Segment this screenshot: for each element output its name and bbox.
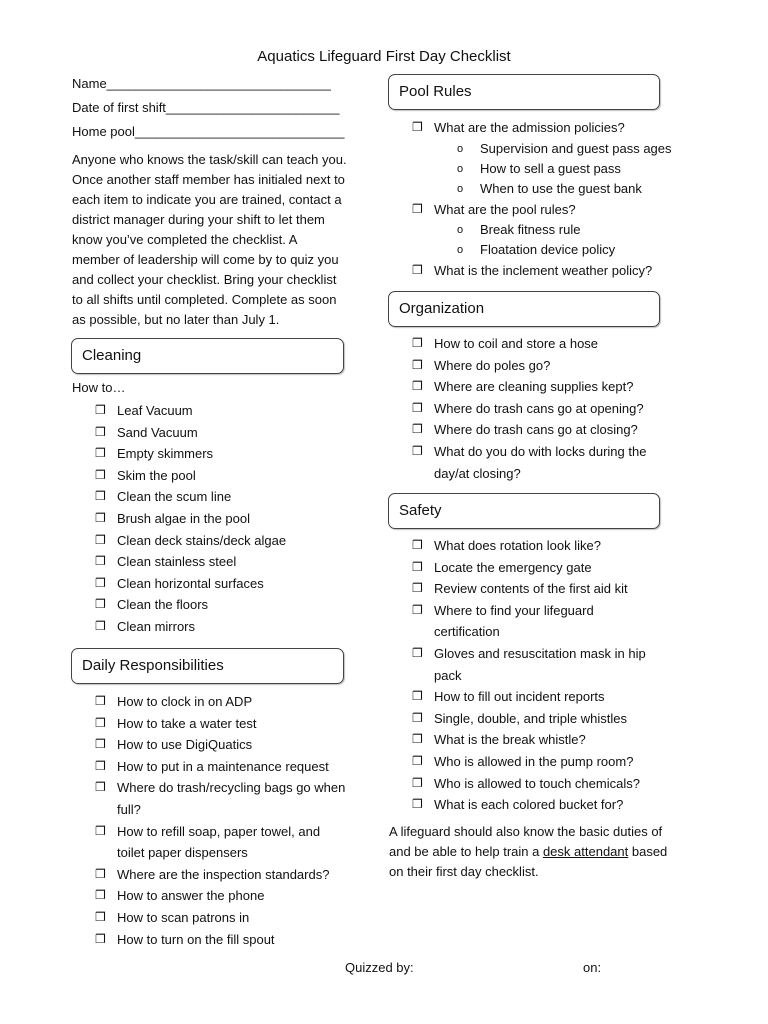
checkbox-icon: ❒ [412, 336, 423, 350]
sub-list [412, 139, 672, 199]
checklist-item [412, 199, 672, 261]
checklist-item-label: Where are the inspection standards? [117, 866, 330, 882]
checklist-item [412, 600, 650, 643]
quizzed-by-label: Quizzed by: [345, 960, 414, 975]
checklist-item-label: How to answer the phone [117, 888, 265, 904]
checklist-item-label: Sand Vacuum [117, 424, 198, 440]
checklist-item [95, 573, 345, 595]
checklist-item-label: How to clock in on ADP [117, 694, 253, 709]
pool-rules-checklist [412, 117, 672, 282]
checklist-item-label: What are the pool rules? [434, 201, 576, 217]
checklist-item [95, 821, 347, 864]
checklist-item [412, 441, 657, 484]
checklist-item-label: What are the admission policies? [434, 120, 625, 135]
intro-paragraph: Anyone who knows the task/skill can teach you. Once another staff member has initialed next to each item to indicate you are trained, contact a district manager during your shift to let them know you’ve completed the checklist. A member of leadership will come by to quiz you and collect your checklist. Bring your checklist to all shifts until completed. Complete as soon as possible, but no later than July 1. [72, 152, 347, 327]
checklist-item-label: How to refill soap, paper towel, and toilet paper dispensers [117, 823, 321, 861]
checklist-item-label: How to coil and store a hose [434, 336, 599, 351]
desk-attendant-link: desk attendant [542, 844, 629, 859]
checklist-item-label: What is the break whistle? [434, 732, 586, 748]
bullet-circle-icon: o [457, 224, 464, 237]
checkbox-icon: ❒ [95, 575, 106, 590]
checklist-item-label: Where do trash cans go at closing? [434, 422, 638, 438]
bullet-circle-icon: o [457, 244, 464, 257]
checklist-item-label: How to use DigiQuatics [117, 737, 253, 753]
checklist-item [95, 400, 345, 422]
checklist-item [95, 907, 347, 929]
checklist-item-label: How to scan patrons in [117, 909, 250, 925]
checklist-item-label: Who is allowed in the pump room? [434, 753, 634, 769]
checklist-item [412, 729, 650, 751]
checkbox-icon: ❒ [95, 489, 106, 504]
checklist-item-label: Empty skimmers [117, 446, 214, 462]
checklist-item [95, 422, 345, 444]
checklist-item-label: Where do poles go? [434, 357, 551, 373]
sub-list [412, 220, 672, 260]
sub-item-label: Floatation device policy [480, 242, 616, 258]
checkbox-icon: ❒ [412, 602, 423, 617]
checkbox-icon: ❒ [95, 780, 106, 795]
checklist-item [95, 551, 345, 573]
checklist-item [95, 508, 345, 530]
checklist-item [412, 117, 672, 199]
checkbox-icon: ❒ [412, 710, 423, 725]
checkbox-icon: ❒ [412, 775, 423, 790]
checklist-item [95, 777, 347, 820]
date-of-first-shift-field: Date of first shift________________________ [72, 100, 340, 115]
sub-item-label: Supervision and guest pass ages [480, 140, 672, 156]
bullet-circle-icon: o [457, 182, 464, 195]
checklist-item-label: Where are cleaning supplies kept? [434, 379, 634, 395]
cleaning-header: Cleaning [71, 338, 344, 374]
checkbox-icon: ❒ [412, 581, 423, 596]
checkbox-icon: ❒ [95, 446, 106, 461]
organization-header: Organization [388, 291, 660, 327]
cleaning-checklist [95, 400, 345, 638]
checkbox-icon: ❒ [412, 689, 423, 704]
checkbox-icon: ❒ [95, 424, 106, 439]
checklist-item [95, 885, 347, 907]
checkbox-icon: ❒ [412, 357, 423, 372]
checkbox-icon: ❒ [95, 823, 106, 838]
checklist-item-label: What is each colored bucket for? [434, 797, 624, 813]
checklist-item [412, 376, 657, 398]
checklist-item-label: Clean stainless steel [117, 554, 237, 570]
checkbox-icon: ❒ [412, 120, 423, 134]
checkbox-icon: ❒ [412, 559, 423, 574]
checklist-item-label: Clean mirrors [117, 618, 196, 634]
checkbox-icon: ❒ [95, 715, 106, 730]
checklist-item [95, 530, 345, 552]
checklist-item [412, 773, 650, 795]
checklist-item-label: What is the inclement weather policy? [434, 263, 653, 279]
closing-text-after: based on their first day checklist. [389, 844, 668, 879]
sub-item [412, 159, 672, 179]
checklist-item-label: What do you do with locks during the day/at closing? [434, 443, 647, 481]
checkbox-icon: ❒ [412, 753, 423, 768]
checkbox-icon: ❒ [95, 931, 106, 946]
checkbox-icon: ❒ [412, 379, 423, 394]
checklist-item [95, 691, 347, 713]
checkbox-icon: ❒ [95, 737, 106, 752]
checklist-item [412, 398, 657, 420]
checkbox-icon: ❒ [412, 797, 423, 812]
checklist-item-label: Where do trash cans go at opening? [434, 400, 644, 416]
checkbox-icon: ❒ [95, 532, 106, 547]
checkbox-icon: ❒ [412, 732, 423, 747]
checklist-item-label: How to take a water test [117, 715, 257, 731]
checklist-item-label: Who is allowed to touch chemicals? [434, 775, 640, 791]
checklist-item-label: Clean the scum line [117, 489, 232, 505]
checklist-item-label: Skim the pool [117, 467, 196, 483]
checklist-item-label: How to fill out incident reports [434, 689, 605, 705]
checklist-item-label: Gloves and resuscitation mask in hip pack [434, 645, 646, 683]
checklist-item [412, 751, 650, 773]
checklist-item [95, 443, 345, 465]
checkbox-icon: ❒ [412, 422, 423, 437]
checklist-item-label: Brush algae in the pool [117, 510, 250, 526]
checklist-item [95, 486, 345, 508]
bullet-circle-icon: o [457, 142, 464, 155]
checklist-item [95, 713, 347, 735]
checklist-item [95, 594, 345, 616]
safety-checklist [412, 535, 650, 816]
checklist-item [412, 794, 650, 816]
checklist-item [95, 756, 347, 778]
checklist-item [95, 616, 345, 638]
checklist-item [412, 578, 650, 600]
checklist-item [412, 686, 650, 708]
checkbox-icon: ❒ [95, 758, 106, 773]
page-title: Aquatics Lifeguard First Day Checklist [257, 48, 511, 65]
name-field: Name_______________________________ [72, 76, 331, 91]
sub-item-label: Break fitness rule [480, 222, 581, 238]
sub-item [412, 220, 672, 240]
checklist-item-label: How to put in a maintenance request [117, 758, 329, 774]
home-pool-field: Home pool_____________________________ [72, 124, 345, 139]
checkbox-icon: ❒ [412, 443, 423, 458]
checklist-item-label: Leaf Vacuum [117, 403, 193, 418]
pool-rules-header: Pool Rules [388, 74, 660, 110]
checklist-item-label: Where do trash/recycling bags go when full? [117, 780, 346, 817]
checklist-item-label: Locate the emergency gate [434, 559, 592, 575]
checklist-item [95, 734, 347, 756]
checklist-item-label: What does rotation look like? [434, 538, 601, 553]
closing-note [389, 822, 669, 882]
checkbox-icon: ❒ [95, 866, 106, 881]
checkbox-icon: ❒ [412, 538, 423, 552]
checklist-item [412, 535, 650, 557]
checkbox-icon: ❒ [95, 694, 106, 708]
checklist-item-label: Clean horizontal surfaces [117, 575, 264, 591]
checklist-item [412, 643, 650, 686]
daily-responsibilities-header: Daily Responsibilities [71, 648, 344, 684]
checkbox-icon: ❒ [95, 597, 106, 612]
checkbox-icon: ❒ [95, 403, 106, 417]
checkbox-icon: ❒ [412, 263, 423, 278]
checklist-item [412, 708, 650, 730]
checklist-item-label: Single, double, and triple whistles [434, 710, 627, 726]
checklist-item [412, 557, 650, 579]
closing-text-before: A lifeguard should also know the basic duties of and be able to help train a [389, 824, 663, 859]
checkbox-icon: ❒ [412, 400, 423, 415]
checklist-item [412, 355, 657, 377]
checklist-item [95, 465, 345, 487]
sub-item-label: When to use the guest bank [480, 180, 642, 196]
checklist-item [412, 333, 657, 355]
checklist-item [412, 419, 657, 441]
checklist-item [95, 864, 347, 886]
cleaning-lead: How to… [72, 380, 126, 395]
organization-checklist [412, 333, 657, 484]
checklist-item [95, 929, 347, 951]
checklist-item [412, 260, 672, 282]
safety-header: Safety [388, 493, 660, 529]
sub-item-label: How to sell a guest pass [480, 160, 621, 176]
checklist-item-label: How to turn on the fill spout [117, 931, 275, 947]
checkbox-icon: ❒ [95, 888, 106, 903]
bullet-circle-icon: o [457, 162, 464, 175]
checkbox-icon: ❒ [95, 510, 106, 525]
checkbox-icon: ❒ [412, 645, 423, 660]
checkbox-icon: ❒ [95, 618, 106, 633]
checklist-item-label: Review contents of the first aid kit [434, 581, 628, 597]
checkbox-icon: ❒ [95, 467, 106, 482]
checklist-item-label: Clean deck stains/deck algae [117, 532, 287, 548]
daily-responsibilities-checklist [95, 691, 347, 950]
quizzed-on-label: on: [583, 960, 602, 975]
checkbox-icon: ❒ [95, 909, 106, 924]
checkbox-icon: ❒ [95, 554, 106, 569]
checklist-item-label: Where to find your lifeguard certification [434, 602, 594, 640]
checklist-item-label: Clean the floors [117, 597, 209, 613]
sub-item [412, 179, 672, 199]
checkbox-icon: ❒ [412, 201, 423, 216]
sub-item [412, 240, 672, 260]
sub-item [412, 139, 672, 159]
